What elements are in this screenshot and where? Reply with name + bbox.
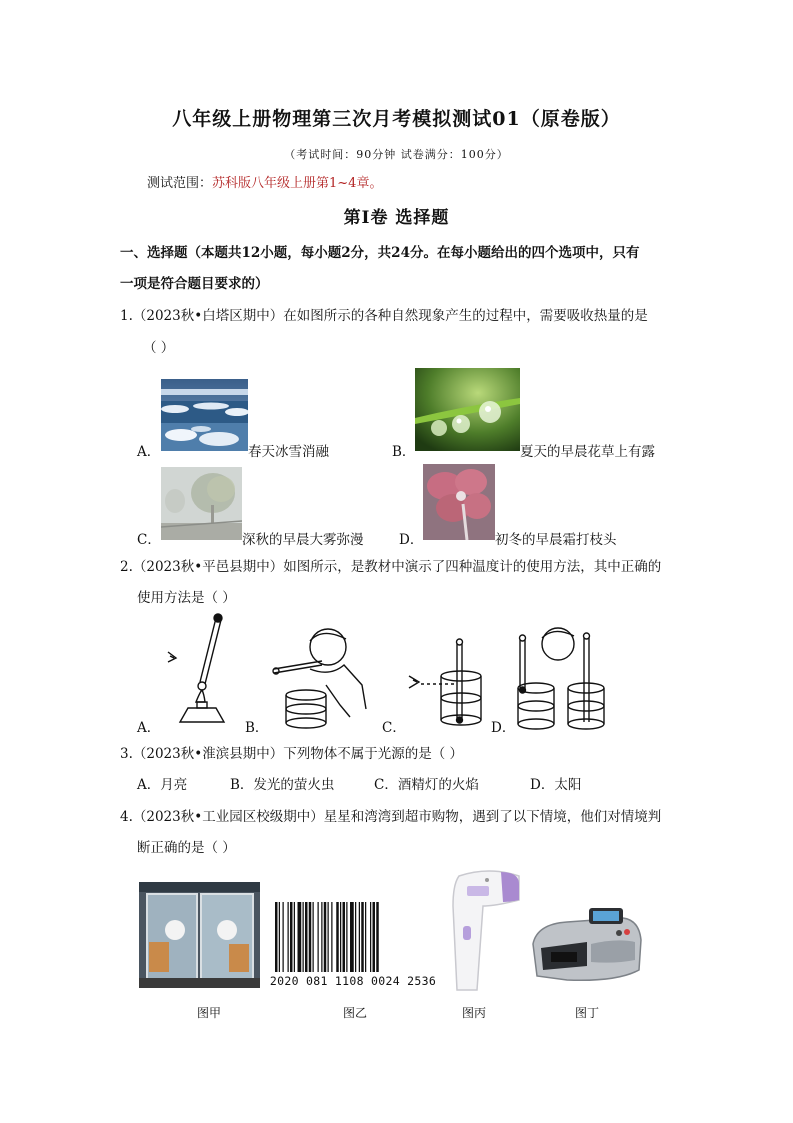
barcode-bar <box>290 902 293 972</box>
q1-answer-bracket: （ ） <box>143 340 175 356</box>
thermometer-angled-view-figure <box>405 636 485 728</box>
q3-option-d: D．太阳 <box>530 777 582 793</box>
barcode-bar <box>294 902 295 972</box>
barcode-bar <box>324 902 327 972</box>
figure-c-caption: 图丙 <box>462 1006 487 1020</box>
dewdrops-photo <box>415 368 520 451</box>
q2-option-c: C． <box>382 720 406 736</box>
barcode-bar <box>346 902 347 972</box>
barcode-bar <box>305 902 308 972</box>
automatic-door-photo <box>139 882 260 988</box>
q1-option-d-text: 初冬的早晨霜打枝头 <box>495 532 617 548</box>
section-title: 第Ⅰ卷 选择题 <box>343 208 450 228</box>
barcode-bar <box>288 902 289 972</box>
barcode-bar <box>340 902 341 972</box>
q3-option-a: A．月亮 <box>137 777 188 793</box>
test-scope <box>147 172 382 191</box>
melting-ice-photo <box>161 379 248 451</box>
barcode-bar <box>318 902 319 972</box>
barcode-bar <box>370 902 371 972</box>
barcode-bar <box>328 902 329 972</box>
figure-a-caption: 图甲 <box>197 1006 222 1020</box>
q4-stem-cont: 断正确的是（ ） <box>137 840 236 856</box>
q1-option-c-text: 深秋的早晨大雾弥漫 <box>242 532 364 548</box>
barcode-bar <box>279 902 280 972</box>
scope-label: 测试范围： <box>147 176 213 191</box>
q1-option-b-text: 夏天的早晨花草上有露 <box>520 444 655 460</box>
barcode-bar <box>365 902 366 972</box>
thermometer-in-mouth-figure <box>270 625 372 731</box>
barcode-bar <box>321 902 322 972</box>
thermometer-over-flame-figure <box>160 612 230 728</box>
part-instructions-line2: 一项是符合题目要求的） <box>120 276 269 292</box>
q3-option-c: C．酒精灯的火焰 <box>374 777 479 793</box>
page-title: 八年级上册物理第三次月考模拟测试01（原卷版） <box>172 108 621 130</box>
barcode-bar <box>331 902 332 972</box>
q3-option-b: B．发光的萤火虫 <box>230 777 335 793</box>
barcode-bar <box>361 902 364 972</box>
money-counter-photo <box>527 904 645 986</box>
barcode-bar <box>355 902 356 972</box>
q2-option-d: D． <box>491 720 516 736</box>
q1-option-d-letter: D． <box>399 532 424 548</box>
barcode-bar <box>343 902 346 972</box>
q1-stem: 1.（2023秋•白塔区期中）在如图所示的各种自然现象产生的过程中，需要吸收热量的是 <box>120 308 648 324</box>
part-instructions-line1: 一、选择题（本题共12小题，每小题2分，共24分。在每小题给出的四个选项中，只有 <box>120 245 640 261</box>
fog-photo <box>161 467 242 540</box>
barcode-bar <box>373 902 376 972</box>
infrared-thermometer-photo <box>449 866 525 994</box>
barcode-bars <box>269 902 437 974</box>
thermometer-removed-figure <box>514 626 608 730</box>
barcode-bar <box>303 902 304 972</box>
barcode-bar <box>309 902 312 972</box>
exam-info: （考试时间：90分钟 试卷满分：100分） <box>284 148 509 161</box>
barcode-bar <box>298 902 302 972</box>
q2-stem: 2.（2023秋•平邑县期中）如图所示，是教材中演示了四种温度计的使用方法，其中正确的 <box>120 559 662 575</box>
q1-option-c-letter: C． <box>137 532 161 548</box>
barcode-bar <box>283 902 284 972</box>
q1-option-a-letter: A． <box>137 444 161 460</box>
q4-stem: 4.（2023秋•工业园区校级期中）星星和湾湾到超市购物，遇到了以下情境，他们对情境判 <box>120 809 662 825</box>
barcode-bar <box>350 902 354 972</box>
q2-option-b: B． <box>245 720 269 736</box>
figure-b-caption: 图乙 <box>343 1006 368 1020</box>
barcode-bar <box>313 902 314 972</box>
barcode-bar <box>359 902 360 972</box>
barcode-number: 2020 081 1108 0024 2536 <box>269 974 437 988</box>
q2-stem-cont: 使用方法是（ ） <box>137 590 236 606</box>
q2-option-a: A． <box>137 720 161 736</box>
barcode-bar <box>376 902 379 972</box>
barcode-image <box>269 902 437 992</box>
barcode-bar <box>275 902 278 972</box>
q1-option-a-text: 春天冰雪消融 <box>248 444 329 460</box>
figure-d-caption: 图丁 <box>575 1006 600 1020</box>
q3-stem: 3.（2023秋•淮滨县期中）下列物体不属于光源的是（ ） <box>120 746 463 762</box>
scope-value: 苏科版八年级上册第1~4章。 <box>212 176 383 191</box>
q1-option-b-letter: B． <box>392 444 416 460</box>
barcode-bar <box>336 902 339 972</box>
frost-flower-photo <box>423 464 495 540</box>
